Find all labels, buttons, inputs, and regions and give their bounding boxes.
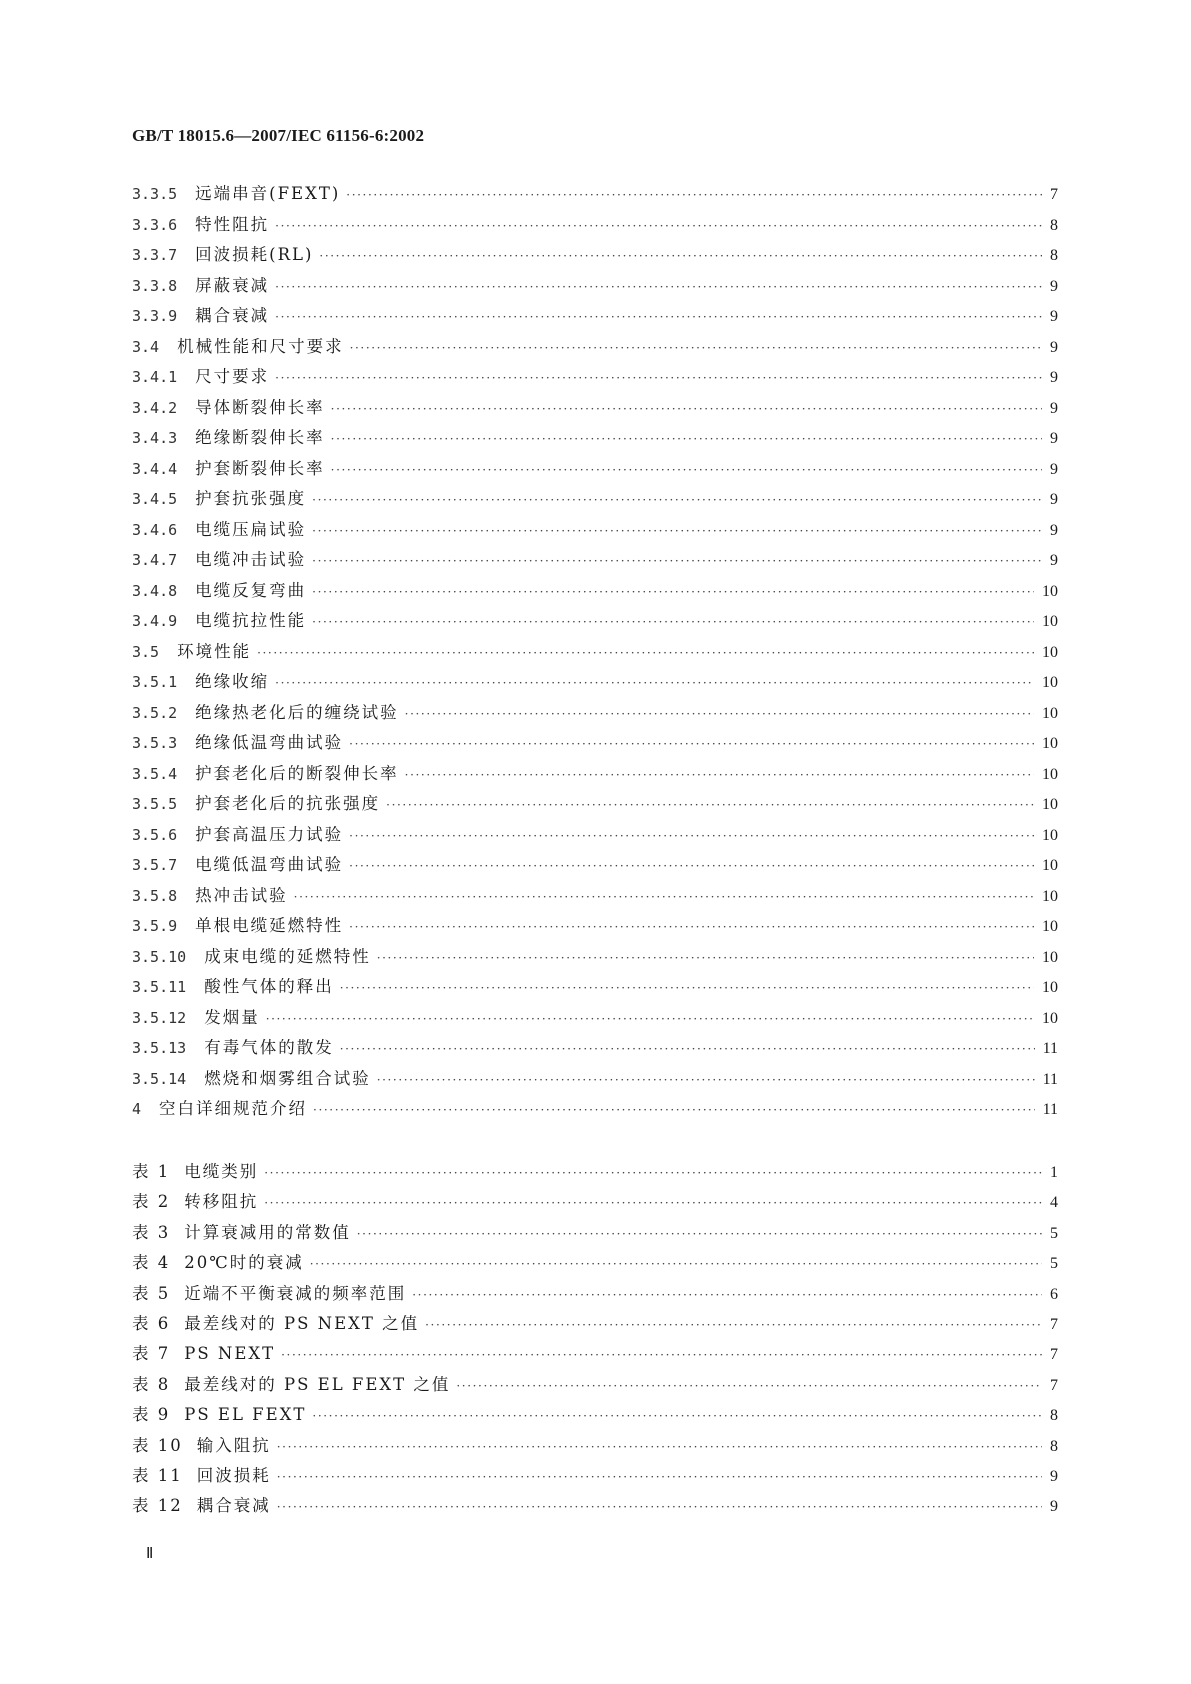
toc-entry-row [132, 699, 1058, 730]
table-entry-row [132, 1188, 1058, 1218]
dot-leader [264, 1166, 1042, 1180]
toc-entry-row [132, 821, 1058, 852]
toc-entry-title: 发烟量 [204, 1007, 260, 1027]
toc-entry-page: 6 [1050, 1285, 1058, 1303]
table-entry-row [132, 1280, 1058, 1310]
toc-entry-page: 7 [1050, 1346, 1058, 1364]
toc-entry-title: 回波损耗(RL) [195, 245, 314, 264]
toc-entry-number: 3.5.13 [132, 1039, 187, 1057]
toc-entry-title: 特性阻抗 [195, 214, 270, 234]
toc-entry-title: PS NEXT [184, 1344, 276, 1364]
toc-entry-title: 单根电缆延燃特性 [195, 916, 344, 935]
toc-entry-row [132, 790, 1058, 821]
toc-entry-page: 10 [1042, 582, 1058, 600]
toc-entry-title: 耦合衰减 [195, 306, 270, 325]
page-number-footer: Ⅱ [146, 1546, 154, 1562]
toc-entry-title: 耦合衰减 [196, 1496, 271, 1516]
toc-entry-title: 护套老化后的抗张强度 [195, 794, 381, 813]
dot-leader [313, 1103, 1035, 1117]
toc-entry-page: 7 [1050, 186, 1058, 203]
toc-entry-number: 3.4.4 [132, 459, 178, 478]
toc-entry-title: 20℃时的衰减 [184, 1253, 304, 1273]
toc-entry-row [132, 180, 1058, 211]
dot-leader [405, 768, 1034, 782]
toc-table-list [132, 1158, 1058, 1523]
toc-entry-title: 护套抗张强度 [195, 489, 307, 508]
dot-leader [456, 1379, 1042, 1393]
toc-entry-page: 10 [1042, 948, 1058, 966]
toc-entry-title: 最差线对的 PS EL FEXT 之值 [184, 1374, 451, 1394]
toc-entry-title: 电缆冲击试验 [195, 550, 307, 569]
toc-entry-number: 3.4.7 [132, 551, 178, 569]
toc-entry-page: 10 [1042, 1009, 1058, 1027]
table-entry-row [132, 1310, 1058, 1340]
dot-leader [275, 371, 1042, 385]
toc-entry-number: 表 6 [132, 1313, 171, 1333]
toc-entry-number: 3.5.2 [132, 703, 178, 722]
dot-leader [405, 707, 1034, 721]
toc-entry-row [132, 1065, 1058, 1096]
toc-entry-title: 酸性气体的释出 [204, 977, 334, 996]
toc-entry-title: 屏蔽衰减 [195, 275, 270, 295]
dot-leader [349, 920, 1034, 934]
dot-leader [275, 280, 1042, 294]
toc-entry-number: 3.4.6 [132, 520, 178, 539]
toc-entry-page: 11 [1042, 1101, 1058, 1118]
toc-entry-number: 3.5.7 [132, 856, 178, 874]
toc-entry-number: 3.5.4 [132, 764, 178, 783]
dot-leader [377, 951, 1034, 965]
toc-entry-row [132, 729, 1058, 760]
dot-leader [349, 859, 1034, 873]
toc-entry-page: 10 [1042, 674, 1058, 691]
toc-entry-page: 10 [1042, 613, 1058, 630]
toc-entry-number: 3.3.7 [132, 246, 178, 264]
dot-leader [412, 1288, 1042, 1302]
dot-leader [349, 737, 1034, 751]
toc-section-list [132, 180, 1058, 1126]
dot-leader [266, 1012, 1034, 1026]
toc-entry-row [132, 241, 1058, 272]
toc-entry-row [132, 333, 1058, 364]
dot-leader [275, 676, 1034, 690]
toc-entry-page: 4 [1050, 1194, 1058, 1212]
toc-entry-page: 9 [1050, 399, 1058, 417]
toc-entry-row [132, 211, 1058, 242]
toc-entry-number: 4 [132, 1100, 142, 1118]
toc-entry-title: 输入阻抗 [196, 1435, 271, 1455]
toc-entry-row [132, 943, 1058, 974]
dot-leader [319, 249, 1042, 263]
toc-entry-row [132, 577, 1058, 608]
toc-entry-number: 表 8 [132, 1374, 171, 1394]
toc-entry-number: 3.5.11 [132, 978, 187, 996]
toc-entry-number: 表 4 [132, 1253, 171, 1273]
dot-leader [312, 524, 1042, 538]
toc-entry-page: 5 [1050, 1224, 1058, 1242]
dot-leader [275, 219, 1042, 233]
table-entry-row [132, 1249, 1058, 1279]
toc-entry-number: 3.4.8 [132, 581, 178, 600]
toc-entry-number: 3.5.6 [132, 825, 178, 844]
toc-entry-title: 导体断裂伸长率 [195, 397, 325, 417]
toc-entry-number: 3.5.10 [132, 947, 187, 966]
toc-entry-title: 绝缘收缩 [195, 672, 270, 691]
dot-leader [310, 1257, 1042, 1271]
toc-entry-title: 绝缘低温弯曲试验 [195, 733, 344, 752]
dot-leader [331, 402, 1042, 416]
toc-entry-title: 热冲击试验 [195, 885, 288, 905]
toc-entry-row [132, 424, 1058, 455]
toc-entry-row [132, 1004, 1058, 1035]
toc-entry-title: 电缆类别 [184, 1162, 259, 1181]
toc-entry-number: 表 11 [132, 1465, 183, 1485]
dot-leader [312, 585, 1034, 599]
toc-entry-page: 7 [1050, 1315, 1058, 1333]
toc-entry-title: 最差线对的 PS NEXT 之值 [184, 1313, 420, 1333]
toc-entry-page: 10 [1042, 765, 1058, 783]
toc-entry-title: 护套高温压力试验 [195, 824, 344, 844]
toc-entry-page: 9 [1050, 552, 1058, 569]
table-entry-row [132, 1219, 1058, 1249]
toc-entry-row [132, 485, 1058, 516]
toc-entry-title: 转移阻抗 [184, 1192, 259, 1212]
toc-entry-number: 3.5.14 [132, 1069, 187, 1088]
toc-entry-title: 绝缘热老化后的缠绕试验 [195, 702, 399, 722]
toc-entry-row [132, 912, 1058, 943]
toc-entry-row [132, 363, 1058, 394]
dot-leader [357, 1227, 1042, 1241]
dot-leader [277, 1500, 1042, 1514]
toc-entry-number: 表 1 [132, 1162, 171, 1181]
toc-entry-page: 9 [1050, 338, 1058, 356]
dot-leader [277, 1440, 1042, 1454]
toc-entry-page: 9 [1050, 521, 1058, 539]
toc-entry-number: 3.5.12 [132, 1008, 187, 1027]
toc-entry-number: 表 9 [132, 1405, 171, 1425]
dot-leader [257, 646, 1034, 660]
toc-entry-row [132, 607, 1058, 638]
toc-entry-row [132, 1095, 1058, 1126]
dot-leader [312, 1409, 1042, 1423]
toc-entry-number: 3.4.2 [132, 398, 178, 417]
toc-entry-title: 环境性能 [177, 641, 252, 661]
dot-leader [312, 554, 1042, 568]
toc-entry-page: 7 [1050, 1376, 1058, 1394]
toc-entry-number: 表 3 [132, 1222, 171, 1242]
toc-entry-number: 3.5.5 [132, 795, 178, 813]
toc-entry-number: 3.3.6 [132, 215, 178, 234]
toc-entry-page: 8 [1050, 247, 1058, 264]
toc-entry-page: 9 [1050, 308, 1058, 325]
toc-entry-page: 11 [1042, 1070, 1058, 1088]
toc-entry-title: 空白详细规范介绍 [159, 1099, 308, 1118]
toc-entry-page: 10 [1042, 887, 1058, 905]
toc-entry-row [132, 272, 1058, 303]
toc-entry-number: 3.3.8 [132, 276, 178, 295]
toc-entry-row [132, 455, 1058, 486]
toc-entry-row [132, 668, 1058, 699]
toc-entry-number: 3.4.9 [132, 612, 178, 630]
toc-entry-page: 5 [1050, 1255, 1058, 1273]
toc-entry-title: 燃烧和烟雾组合试验 [204, 1068, 371, 1088]
toc-entry-row [132, 546, 1058, 577]
toc-entry-title: 回波损耗 [196, 1465, 271, 1485]
toc-entry-title: 有毒气体的散发 [204, 1038, 334, 1057]
toc-entry-row [132, 760, 1058, 791]
toc-entry-title: 计算衰减用的常数值 [184, 1222, 351, 1242]
toc-entry-row [132, 394, 1058, 425]
toc-entry-number: 表 12 [132, 1496, 183, 1516]
toc-entry-page: 10 [1042, 979, 1058, 996]
toc-entry-page: 1 [1050, 1164, 1058, 1181]
toc-entry-page: 9 [1050, 1467, 1058, 1485]
toc-entry-number: 3.4.3 [132, 429, 178, 447]
toc-entry-title: 尺寸要求 [195, 367, 270, 386]
dot-leader [377, 1073, 1035, 1087]
toc-entry-number: 3.4.5 [132, 490, 178, 508]
toc-entry-title: 电缆抗拉性能 [195, 611, 307, 630]
dot-leader [331, 463, 1042, 477]
toc-entry-number: 3.4 [132, 337, 160, 356]
toc-entry-page: 10 [1042, 826, 1058, 844]
toc-entry-row [132, 638, 1058, 669]
toc-entry-page: 10 [1042, 796, 1058, 813]
toc-entry-page: 9 [1050, 1498, 1058, 1516]
toc-entry-row [132, 973, 1058, 1004]
document-header: GB/T 18015.6—2007/IEC 61156-6:2002 [132, 126, 425, 145]
toc-entry-title: 绝缘断裂伸长率 [195, 428, 325, 447]
toc-entry-page: 9 [1050, 430, 1058, 447]
toc-entry-page: 9 [1050, 277, 1058, 295]
dot-leader [331, 432, 1042, 446]
dot-leader [340, 1042, 1035, 1056]
toc-entry-row [132, 302, 1058, 333]
toc-entry-page: 10 [1042, 857, 1058, 874]
toc-entry-row [132, 851, 1058, 882]
toc-entry-page: 8 [1050, 216, 1058, 234]
toc-entry-page: 10 [1042, 643, 1058, 661]
toc-entry-number: 表 2 [132, 1192, 171, 1212]
toc-entry-number: 3.4.1 [132, 368, 178, 386]
toc-entry-number: 表 10 [132, 1435, 183, 1455]
toc-entry-title: 电缆反复弯曲 [195, 580, 307, 600]
toc-entry-page: 11 [1042, 1040, 1058, 1057]
dot-leader [312, 615, 1034, 629]
toc-entry-page: 8 [1050, 1407, 1058, 1425]
toc-entry-title: 电缆压扁试验 [195, 519, 307, 539]
dot-leader [281, 1348, 1042, 1362]
toc-entry-title: 护套老化后的断裂伸长率 [195, 763, 399, 783]
table-entry-row [132, 1371, 1058, 1401]
dot-leader [340, 981, 1034, 995]
toc-entry-number: 3.3.5 [132, 185, 178, 203]
dot-leader [275, 310, 1042, 324]
toc-entry-page: 9 [1050, 369, 1058, 386]
dot-leader [386, 798, 1034, 812]
toc-entry-page: 10 [1042, 704, 1058, 722]
toc-entry-number: 3.5.3 [132, 734, 178, 752]
dot-leader [264, 1196, 1042, 1210]
toc-entry-page: 8 [1050, 1437, 1058, 1455]
toc-entry-title: PS EL FEXT [184, 1405, 307, 1425]
table-entry-row [132, 1401, 1058, 1431]
toc-entry-row [132, 1034, 1058, 1065]
toc-entry-page: 10 [1042, 735, 1058, 752]
toc-entry-title: 机械性能和尺寸要求 [177, 336, 344, 356]
toc-entry-title: 护套断裂伸长率 [195, 458, 325, 478]
dot-leader [312, 493, 1042, 507]
toc-entry-page: 9 [1050, 491, 1058, 508]
toc-entry-number: 3.3.9 [132, 307, 178, 325]
toc-entry-title: 电缆低温弯曲试验 [195, 855, 344, 874]
toc-entry-row [132, 516, 1058, 547]
toc-entry-number: 3.5.8 [132, 886, 178, 905]
dot-leader [350, 341, 1042, 355]
toc-entry-page: 10 [1042, 918, 1058, 935]
dot-leader [346, 188, 1042, 202]
dot-leader [425, 1318, 1042, 1332]
toc-entry-row [132, 882, 1058, 913]
toc-entry-title: 远端串音(FEXT) [195, 184, 341, 203]
toc-entry-title: 近端不平衡衰减的频率范围 [184, 1283, 407, 1303]
toc-entry-number: 表 5 [132, 1283, 171, 1303]
toc-entry-number: 3.5 [132, 642, 160, 661]
toc-entry-number: 表 7 [132, 1344, 171, 1364]
table-entry-row [132, 1492, 1058, 1522]
dot-leader [277, 1470, 1042, 1484]
toc-entry-title: 成束电缆的延燃特性 [204, 946, 371, 966]
toc-entry-number: 3.5.9 [132, 917, 178, 935]
dot-leader [294, 890, 1034, 904]
dot-leader [349, 829, 1034, 843]
table-entry-row [132, 1432, 1058, 1462]
toc-entry-page: 9 [1050, 460, 1058, 478]
table-entry-row [132, 1158, 1058, 1188]
table-entry-row [132, 1340, 1058, 1370]
toc-entry-number: 3.5.1 [132, 673, 178, 691]
table-entry-row [132, 1462, 1058, 1492]
